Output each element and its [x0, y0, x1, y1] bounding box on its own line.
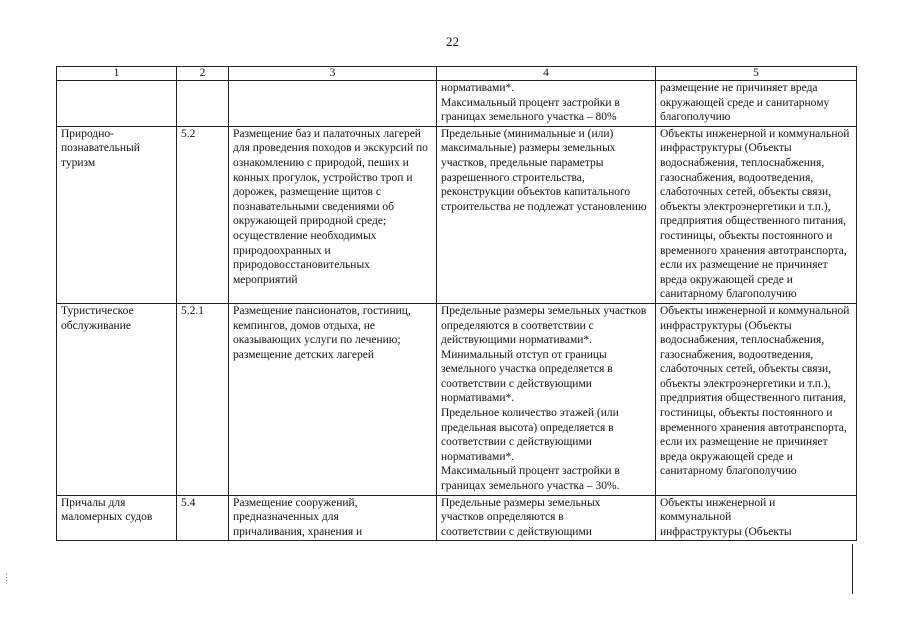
- table-row-continuation: [57, 81, 857, 127]
- cell-parameters: нормативами*. Максимальный процент застройки в границах земельного участка – 80%: [437, 81, 656, 127]
- cell-name: Природно- познавательный туризм: [57, 126, 177, 303]
- cell-code: 5.2.1: [177, 303, 229, 495]
- table-row-tourist-services: [57, 303, 857, 495]
- cell-name: Причалы для маломерных судов: [57, 495, 177, 541]
- scan-edge-mark: ⋮: [2, 572, 11, 582]
- cell-name: Туристическое обслуживание: [57, 303, 177, 495]
- cell-code: [177, 81, 229, 127]
- header-col-2: 2: [177, 67, 229, 81]
- cell-conditions: размещение не причиняет вреда окружающей среде и санитарному благополучию: [656, 81, 857, 127]
- cell-conditions: Объекты инженерной и коммунальной инфраструктуры (Объекты: [656, 495, 857, 541]
- cell-parameters: Предельные (минимальные и (или) максимальные) размеры земельных участков, предельные параметры разрешенного строительства, реконструкции объектов капитального строительства не подлежат установлению: [437, 126, 656, 303]
- table-row-nature-tourism: [57, 126, 857, 303]
- cell-conditions: Объекты инженерной и коммунальной инфраструктуры (Объекты водоснабжения, теплоснабжения, газоснабжения, водоотведения, слаботочных сетей, объекты связи, объекты электроэнергетики и т.п.), предприятия общественного питания, гостиницы, объекты постоянного и временного хранения автотранспорта, если их размещение не причиняет вреда окружающей среде и санитарному благополучию: [656, 126, 857, 303]
- header-col-1: 1: [57, 67, 177, 81]
- cell-code: 5.2: [177, 126, 229, 303]
- cell-code: 5.4: [177, 495, 229, 541]
- page-number: 22: [446, 34, 459, 49]
- cell-description: Размещение сооружений, предназначенных для причаливания, хранения и: [229, 495, 437, 541]
- cell-name: [57, 81, 177, 127]
- cell-parameters: Предельные размеры земельных участков определяются в соответствии с действующими нормативами*. Минимальный отступ от границы земельного участка определяется в соответствии с действующими нормативами*. Предельное количество этажей (или предельная высота) определяется в соответствии с действующими нормативами*. Максимальный процент застройки в границах земельного участка – 30%.: [437, 303, 656, 495]
- cell-description: Размещение пансионатов, гостиниц, кемпингов, домов отдыха, не оказывающих услуги по лечению; размещение детских лагерей: [229, 303, 437, 495]
- cell-conditions: Объекты инженерной и коммунальной инфраструктуры (Объекты водоснабжения, теплоснабжения, газоснабжения, водоотведения, слаботочных сетей, объекты связи, объекты электроэнергетики и т.п.), предприятия общественного питания, гостиницы, объекты постоянного и временного хранения автотранспорта, если их размещение не причиняет вреда окружающей среде и санитарному благополучию: [656, 303, 857, 495]
- cell-parameters: Предельные размеры земельных участков определяются в соответствии с действующими: [437, 495, 656, 541]
- header-col-4: 4: [437, 67, 656, 81]
- table-row-small-boat-moorings: [57, 495, 857, 541]
- header-row: [57, 67, 857, 81]
- header-col-3: 3: [229, 67, 437, 81]
- scan-rule-line: [852, 544, 853, 594]
- land-use-table: [56, 66, 857, 541]
- cell-description: Размещение баз и палаточных лагерей для проведения походов и экскурсий по ознакомлению с природой, пеших и конных прогулок, устройство троп и дорожек, размещение щитов с познавательными сведениями об окружающей природной среде; осуществление необходимых природоохранных и природовосстановительных мероприятий: [229, 126, 437, 303]
- header-col-5: 5: [656, 67, 857, 81]
- cell-description: [229, 81, 437, 127]
